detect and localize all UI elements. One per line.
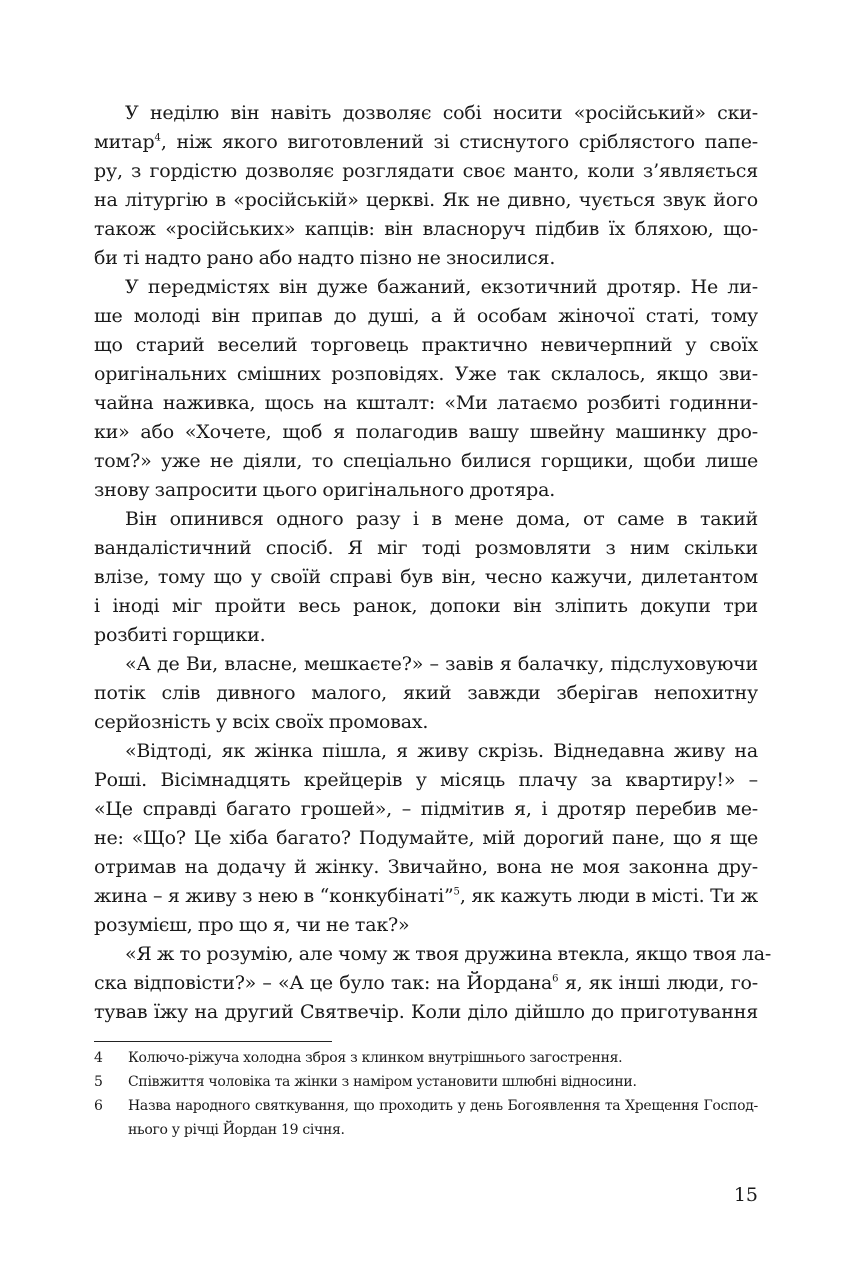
footnote-ref-5[interactable]: 5 [453, 886, 460, 898]
text-line [94, 824, 758, 853]
text-line [94, 215, 758, 244]
paragraph-3 [94, 505, 758, 650]
paragraph-6 [94, 940, 772, 1027]
text-line-content: «А де Ви, власне, мешкаєте?» – завів я балачку, підслуховуючи [125, 653, 758, 675]
text-line-content: У передмістях він дуже бажаний, екзотичний дротяр. Не ли- [125, 276, 758, 298]
footnote-6 [94, 1094, 758, 1142]
text-line-content: потік слів дивного малого, який завжди зберігав непохитну [94, 682, 758, 704]
text-line-content: тував їжу на другий Святвечір. Коли діло дійшло до приготування [94, 1001, 758, 1023]
text-line [94, 360, 758, 389]
text-line-content: би ті надто рано або надто пізно не зносилися. [94, 247, 556, 269]
text-line [94, 853, 758, 882]
text-line-content: ру, з гордістю дозволяє розглядати своє манто, коли з’являється [94, 160, 758, 182]
footnote-line: Назва народного святкування, що проходить у день Богоявлення та Хрещення Господ- [128, 1098, 758, 1114]
footnote-4 [94, 1046, 758, 1070]
paragraph-2 [94, 273, 758, 505]
text-line-content: «Це справді багато грошей», – підмітив я, і дротяр перебив ме- [94, 798, 758, 820]
text-line-content: ше молоді він припав до душі, а й особам жіночої статі, тому [94, 305, 758, 327]
text-line-content: знову запросити цього оригінального дротяра. [94, 479, 556, 501]
text-line-content: «Відтоді, як жінка пішла, я живу скрізь. Віднедавна живу на [125, 740, 758, 762]
footnote-text [128, 1094, 758, 1142]
text-line [94, 244, 758, 273]
text-line [94, 940, 772, 969]
text-line [94, 476, 758, 505]
text-line-content: на літургію в «російській» церкві. Як не дивно, чується звук його [94, 189, 758, 211]
paragraph-4 [94, 650, 758, 737]
text-line [94, 418, 758, 447]
text-line [94, 389, 758, 418]
text-line [94, 621, 758, 650]
main-text [94, 99, 772, 1027]
footnote-line: Колючо-ріжуча холодна зброя з клинком внутрішнього загострення. [128, 1050, 623, 1066]
footnote-text [128, 1046, 758, 1070]
text-line-content: не: «Що? Це хіба багато? Подумайте, мій дорогий пане, що я ще [94, 827, 758, 849]
text-line-content: ки» або «Хочете, щоб я полагодив вашу швейну машинку дро- [94, 421, 758, 443]
text-line-content: , як кажуть люди в місті. Ти ж [459, 885, 758, 907]
text-line [94, 505, 758, 534]
footnote-number: 4 [94, 1050, 103, 1066]
text-line [94, 128, 758, 157]
text-line-content: розбиті горщики. [94, 624, 266, 646]
text-line-content: також «російських» капців: він власноруч підбив їх бляхою, що- [94, 218, 758, 240]
footnotes [94, 1046, 758, 1142]
text-line [94, 766, 758, 795]
text-line-content: ска відповісти?» – «А це було так: на Йордана [94, 972, 553, 994]
text-line-content: жина – я живу з нею в “конкубінаті” [94, 885, 454, 907]
text-line [94, 998, 758, 1027]
text-line-content: і іноді міг пройти весь ранок, допоки він зліпить докупи три [94, 595, 758, 617]
footnote-line: нього у річці Йордан 19 січня. [128, 1122, 345, 1138]
text-line [94, 592, 758, 621]
footnote-line: Співжиття чоловіка та жінки з наміром установити шлюбні відносини. [128, 1074, 637, 1090]
footnote-number: 6 [94, 1098, 103, 1114]
text-line [94, 447, 758, 476]
text-line-content: «Я ж то розумію, але чому ж твоя дружина втекла, якщо твоя ла- [125, 943, 772, 965]
text-line-content: Він опинився одного разу і в мене дома, от саме в такий [125, 508, 758, 530]
text-line [94, 186, 758, 215]
text-line-content: митар [94, 131, 155, 153]
text-line [94, 969, 758, 998]
text-line [94, 911, 758, 940]
text-line-content: отримав на додачу й жінку. Звичайно, вона не моя законна дру- [94, 856, 758, 878]
text-line [94, 157, 758, 186]
paragraph-1 [94, 99, 758, 273]
footnote-ref-6[interactable]: 6 [552, 973, 559, 985]
text-line [94, 679, 758, 708]
text-line [94, 795, 758, 824]
text-line [94, 650, 758, 679]
footnote-number: 5 [94, 1074, 103, 1090]
text-line [94, 534, 758, 563]
paragraph-5 [94, 737, 758, 940]
page-number: 15 [733, 1184, 758, 1206]
text-line [94, 99, 758, 128]
text-line [94, 737, 758, 766]
footnote-5 [94, 1070, 758, 1094]
text-line-content: Роші. Вісімнадцять крейцерів у місяць плачу за квартиру!» – [94, 769, 758, 791]
text-line-content: що старий веселий торговець практично невичерпний у своїх [94, 334, 758, 356]
text-line [94, 882, 758, 911]
text-line-content: влізе, тому що у своїй справі був він, чесно кажучи, дилетантом [94, 566, 758, 588]
text-line [94, 331, 758, 360]
footnote-text [128, 1070, 758, 1094]
text-line-content: , ніж якого виготовлений зі стиснутого сріблястого папе- [160, 131, 758, 153]
text-line-content: чайна наживка, щось на кшталт: «Ми латаємо розбиті годинни- [94, 392, 758, 414]
text-line [94, 273, 758, 302]
footnote-divider [94, 1041, 332, 1042]
text-line-content: розумієш, про що я, чи не так?» [94, 914, 410, 936]
text-line-content: я, як інші люди, го- [558, 972, 758, 994]
text-line-content: У неділю він навіть дозволяє собі носити «російський» ски- [125, 102, 758, 124]
footnote-ref-4[interactable]: 4 [154, 132, 161, 144]
text-line [94, 708, 758, 737]
text-line-content: том?» уже не діяли, то спеціально билися горщики, щоби лише [94, 450, 758, 472]
text-line [94, 563, 758, 592]
text-line-content: вандалістичний спосіб. Я міг тоді розмовляти з ним скільки [94, 537, 758, 559]
text-line [94, 302, 758, 331]
text-line-content: оригінальних смішних розповідях. Уже так склалось, якщо зви- [94, 363, 758, 385]
text-line-content: серйозність у всіх своїх промовах. [94, 711, 429, 733]
